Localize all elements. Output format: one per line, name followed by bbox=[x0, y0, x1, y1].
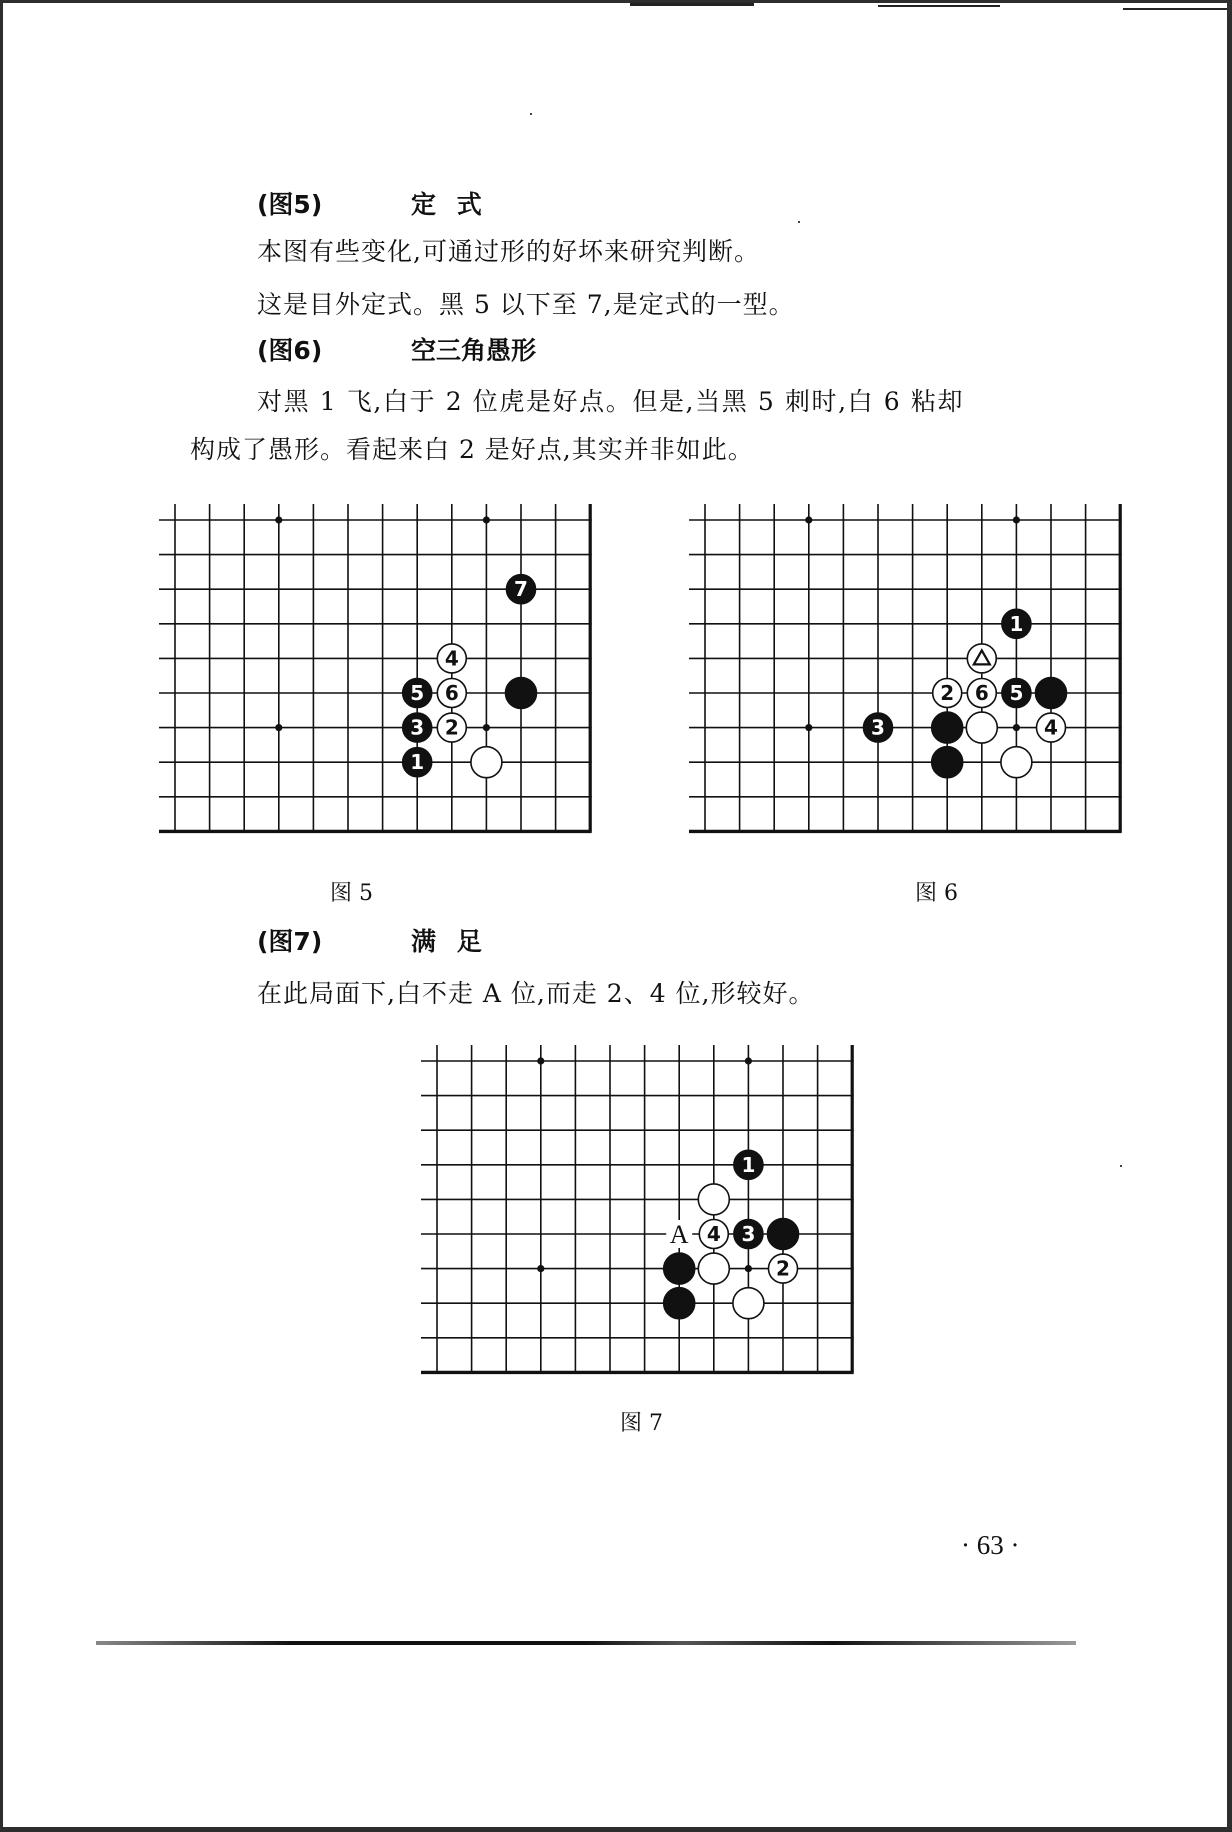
point-label-a: A bbox=[669, 1220, 689, 1249]
svg-text:6: 6 bbox=[444, 681, 459, 705]
figure-caption: 图 6 bbox=[915, 881, 958, 906]
go-board-grid bbox=[415, 1039, 856, 1376]
white-stone bbox=[966, 712, 997, 743]
paragraph-line: 对黑 1 飞,白于 2 位虎是好点。但是,当黑 5 刺时,白 6 粘却 bbox=[257, 387, 965, 416]
paragraph-line: 本图有些变化,可通过形的好坏来研究判断。 bbox=[257, 237, 760, 266]
svg-text:2: 2 bbox=[776, 1256, 790, 1281]
white-stone-6 bbox=[437, 679, 466, 708]
svg-text:4: 4 bbox=[444, 646, 459, 671]
svg-text:3: 3 bbox=[410, 715, 425, 740]
svg-text:5: 5 bbox=[1009, 681, 1024, 705]
section-heading-title: 空三角愚形 bbox=[411, 336, 537, 365]
go-board-grid bbox=[153, 498, 594, 835]
star-point bbox=[483, 516, 490, 523]
white-stone-6 bbox=[967, 679, 996, 708]
scan-mark bbox=[1123, 8, 1227, 10]
black-stone bbox=[664, 1253, 695, 1284]
section-heading-title: 满 足 bbox=[411, 927, 488, 956]
svg-text:7: 7 bbox=[514, 577, 528, 602]
go-board-figure-7 bbox=[415, 1039, 856, 1376]
svg-text:6: 6 bbox=[974, 681, 989, 705]
black-stone bbox=[1036, 678, 1067, 709]
bottom-rule bbox=[96, 1641, 1076, 1645]
page-number bbox=[961, 1530, 1020, 1560]
scan-speck bbox=[530, 113, 532, 115]
svg-text:4: 4 bbox=[706, 1222, 721, 1246]
svg-text:3: 3 bbox=[871, 715, 885, 740]
white-stone bbox=[698, 1184, 729, 1215]
bullet: · bbox=[961, 1530, 977, 1560]
white-stone-2 bbox=[437, 713, 466, 742]
star-point bbox=[275, 724, 282, 731]
white-stone bbox=[698, 1253, 729, 1284]
star-point bbox=[805, 516, 812, 523]
svg-text:5: 5 bbox=[410, 681, 425, 705]
section-heading-label: (图7) bbox=[257, 927, 323, 956]
black-stone-3 bbox=[864, 713, 893, 742]
go-board-grid bbox=[683, 498, 1124, 835]
black-stone bbox=[768, 1219, 799, 1250]
bullet: · bbox=[1003, 1530, 1020, 1560]
star-point bbox=[483, 724, 490, 731]
svg-text:1: 1 bbox=[410, 750, 425, 775]
figure-caption: 图 7 bbox=[620, 1411, 663, 1436]
white-stone bbox=[471, 747, 502, 778]
figure-caption: 图 5 bbox=[330, 881, 373, 906]
paragraph-line: 构成了愚形。看起来白 2 是好点,其实并非如此。 bbox=[190, 435, 754, 464]
svg-text:1: 1 bbox=[1009, 611, 1024, 636]
star-point bbox=[275, 516, 282, 523]
star-point bbox=[745, 1057, 752, 1064]
section-heading-label: (图5) bbox=[257, 190, 323, 219]
star-point bbox=[805, 724, 812, 731]
black-stone bbox=[932, 712, 963, 743]
white-stone-2 bbox=[769, 1254, 798, 1283]
scan-speck bbox=[798, 221, 800, 223]
svg-text:1: 1 bbox=[741, 1152, 756, 1177]
black-stone-1 bbox=[1002, 609, 1031, 638]
svg-text:2: 2 bbox=[444, 715, 459, 740]
white-stone bbox=[1001, 747, 1032, 778]
white-stone-4 bbox=[699, 1220, 728, 1249]
scan-mark bbox=[878, 5, 1000, 7]
paragraph-line: 在此局面下,白不走 A 位,而走 2、4 位,形较好。 bbox=[257, 979, 815, 1008]
svg-text:2: 2 bbox=[940, 681, 955, 705]
page-number-value: 63 bbox=[976, 1530, 1004, 1560]
black-stone-3 bbox=[403, 713, 432, 742]
section-heading-label: (图6) bbox=[257, 336, 323, 365]
white-stone-4 bbox=[437, 644, 466, 673]
white-stone-△ bbox=[967, 644, 996, 673]
star-point bbox=[537, 1265, 544, 1272]
black-stone-5 bbox=[403, 679, 432, 708]
section-heading-title: 定 式 bbox=[411, 190, 488, 219]
white-stone-2 bbox=[933, 679, 962, 708]
book-page bbox=[3, 3, 1227, 1827]
svg-text:4: 4 bbox=[1044, 715, 1058, 740]
black-stone bbox=[932, 747, 963, 778]
svg-text:3: 3 bbox=[741, 1222, 756, 1246]
star-point bbox=[537, 1057, 544, 1064]
star-point bbox=[1013, 516, 1020, 523]
black-stone-1 bbox=[403, 748, 432, 777]
star-point bbox=[1013, 724, 1020, 731]
white-stone bbox=[733, 1288, 764, 1319]
star-point bbox=[745, 1265, 752, 1272]
black-stone-1 bbox=[734, 1150, 763, 1179]
black-stone-7 bbox=[507, 575, 536, 604]
go-board-figure-5 bbox=[153, 498, 594, 835]
go-board-figure-6 bbox=[683, 498, 1124, 835]
black-stone-5 bbox=[1002, 679, 1031, 708]
black-stone bbox=[664, 1288, 695, 1319]
black-stone-3 bbox=[734, 1220, 763, 1249]
black-stone bbox=[506, 678, 537, 709]
scan-mark bbox=[630, 3, 754, 6]
paragraph-line: 这是目外定式。黑 5 以下至 7,是定式的一型。 bbox=[257, 290, 795, 319]
white-stone-4 bbox=[1037, 713, 1066, 742]
scan-speck bbox=[1120, 1165, 1122, 1167]
